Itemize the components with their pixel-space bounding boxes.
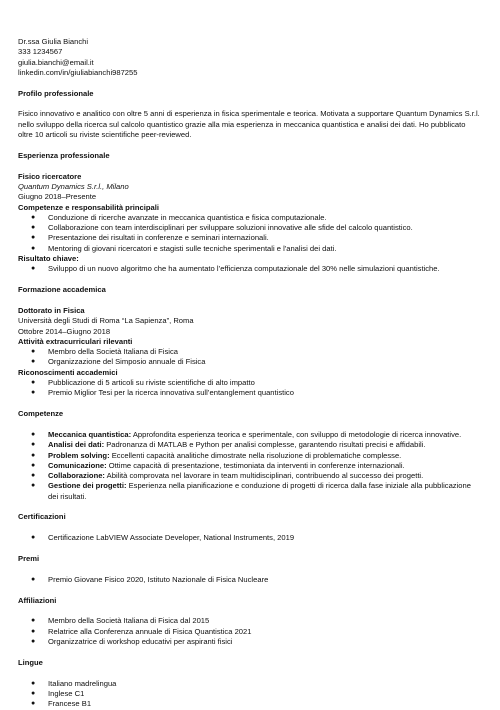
activities-heading: Attività extracurriculari rilevanti bbox=[18, 336, 133, 346]
list-item-text: Organizzatrice di workshop educativi per aspiranti fisici bbox=[48, 637, 233, 647]
list-item bbox=[18, 616, 482, 626]
list-item bbox=[18, 264, 482, 274]
list-item bbox=[18, 627, 482, 637]
bullet-icon: ● bbox=[31, 472, 36, 480]
skill-item bbox=[18, 481, 482, 502]
prizes-heading: Premi bbox=[18, 554, 40, 564]
skill-item bbox=[18, 430, 482, 440]
list-item bbox=[18, 347, 482, 357]
list-item bbox=[18, 223, 482, 233]
skill-label: Meccanica quantistica: bbox=[48, 429, 132, 439]
affiliations-heading: Affiliazioni bbox=[18, 595, 57, 605]
list-item bbox=[18, 233, 482, 243]
bullet-icon: ● bbox=[31, 430, 36, 438]
school-name: Università degli Studi di Roma “La Sapienza”, Roma bbox=[18, 316, 194, 326]
job-company: Quantum Dynamics S.r.l., Milano bbox=[18, 181, 129, 191]
bullet-icon: ● bbox=[31, 482, 36, 490]
bullet-icon: ● bbox=[31, 627, 36, 635]
skill-item bbox=[18, 451, 482, 461]
bullet-icon: ● bbox=[31, 224, 36, 232]
certifications-heading: Certificazioni bbox=[18, 512, 66, 522]
list-item-text: Sviluppo di un nuovo algoritmo che ha aumentato l’efficienza computazionale del 30% nelle simulazioni quantistiche. bbox=[48, 264, 440, 274]
bullet-icon: ● bbox=[31, 617, 36, 625]
skills-list bbox=[18, 430, 482, 502]
list-item-text: Mentoring di giovani ricercatori e stagisti sulle tecniche sperimentali e l'analisi dei dati. bbox=[48, 243, 337, 253]
languages-heading: Lingue bbox=[18, 657, 43, 667]
skill-text bbox=[48, 471, 482, 481]
profile-heading: Profilo professionale bbox=[18, 88, 94, 98]
skill-item bbox=[18, 471, 482, 481]
list-item-text: Organizzazione del Simposio annuale di Fisica bbox=[48, 357, 206, 367]
list-item-text: Membro della Società Italiana di Fisica dal 2015 bbox=[48, 616, 210, 626]
list-item bbox=[18, 699, 482, 709]
list-item bbox=[18, 637, 482, 647]
bullet-icon: ● bbox=[31, 213, 36, 221]
list-item bbox=[18, 689, 482, 699]
education-heading: Formazione accademica bbox=[18, 285, 106, 295]
skill-label: Gestione dei progetti: bbox=[48, 481, 127, 491]
list-item-text: Certificazione LabVIEW Associate Developer, National Instruments, 2019 bbox=[48, 533, 295, 543]
bullet-icon: ● bbox=[31, 679, 36, 687]
list-item bbox=[18, 244, 482, 254]
prizes-list bbox=[18, 575, 482, 585]
skill-description: Esperienza nella pianificazione e conduzione di progetti di ricerca dalla fase iniziale alla pubblicazione dei risultati. bbox=[48, 481, 471, 501]
skill-description: Abilità comprovata nel lavorare in team multidisciplinari, contribuendo al successo dei progetti. bbox=[104, 471, 424, 481]
affiliations-list bbox=[18, 616, 482, 647]
bullet-icon: ● bbox=[31, 358, 36, 366]
job-dates: Giugno 2018–Presente bbox=[18, 192, 97, 202]
list-item bbox=[18, 575, 482, 585]
bullet-icon: ● bbox=[31, 348, 36, 356]
list-item-text: Italiano madrelingua bbox=[48, 678, 117, 688]
responsibilities-heading: Competenze e responsabilità principali bbox=[18, 202, 159, 212]
skill-description: Approfondita esperienza teorica e sperimentale, con sviluppo di metodologie di ricerca innovative. bbox=[131, 429, 462, 439]
skill-text bbox=[48, 451, 482, 461]
skills-heading: Competenze bbox=[18, 409, 64, 419]
skill-label: Collaborazione: bbox=[48, 471, 105, 481]
awards-heading: Riconoscimenti accademici bbox=[18, 367, 118, 377]
list-item-text: Collaborazione con team interdisciplinari per sviluppare soluzioni innovative alle sfide del calcolo quantistico. bbox=[48, 223, 413, 233]
skill-label: Comunicazione: bbox=[48, 460, 107, 470]
list-item-text: Premio Giovane Fisico 2020, Istituto Nazionale di Fisica Nucleare bbox=[48, 574, 269, 584]
activities-list bbox=[18, 347, 482, 368]
bullet-icon: ● bbox=[31, 451, 36, 459]
skill-text bbox=[48, 461, 482, 471]
job-title: Fisico ricercatore bbox=[18, 171, 82, 181]
responsibilities-list bbox=[18, 213, 482, 254]
bullet-icon: ● bbox=[31, 234, 36, 242]
list-item bbox=[18, 213, 482, 223]
skill-text bbox=[48, 481, 482, 502]
list-item-text: Premio Miglior Tesi per la ricerca innovativa sull’entanglement quantistico bbox=[48, 388, 294, 398]
bullet-icon: ● bbox=[31, 441, 36, 449]
skill-description: Ottime capacità di presentazione, testimoniata da interventi in conferenze internazionali. bbox=[106, 460, 405, 470]
list-item bbox=[18, 357, 482, 367]
bullet-icon: ● bbox=[31, 265, 36, 273]
list-item bbox=[18, 388, 482, 398]
skill-text bbox=[48, 430, 482, 440]
skill-label: Analisi dei dati: bbox=[48, 440, 105, 450]
list-item bbox=[18, 533, 482, 543]
languages-list bbox=[18, 679, 482, 710]
contact-phone: 333 1234567 bbox=[18, 47, 63, 57]
profile-text: Fisico innovativo e analitico con oltre 5 anni di esperienza in fisica sperimentale e teorica. Motivata a supportare Quantum Dynamics S.r.l. nello sviluppo della ricerca sul calcolo quantistico grazie alla mia esperienza in meccanica quantistica e analisi dei dati. Ho pubblicato oltre 10 articoli su riviste scientifiche peer-reviewed. bbox=[18, 109, 480, 140]
contact-name: Dr.ssa Giulia Bianchi bbox=[18, 37, 89, 46]
skill-label: Problem solving: bbox=[48, 450, 110, 460]
skill-description: Padronanza di MATLAB e Python per analisi complesse, garantendo risultati precisi e affidabili. bbox=[104, 440, 426, 450]
certifications-list bbox=[18, 533, 482, 543]
bullet-icon: ● bbox=[31, 461, 36, 469]
education-dates: Ottobre 2014–Giugno 2018 bbox=[18, 326, 111, 336]
skill-text bbox=[48, 440, 482, 450]
bullet-icon: ● bbox=[31, 389, 36, 397]
list-item-text: Conduzione di ricerche avanzate in meccanica quantistica e fisica computazionale. bbox=[48, 212, 327, 222]
awards-list bbox=[18, 378, 482, 399]
bullet-icon: ● bbox=[31, 689, 36, 697]
bullet-icon: ● bbox=[31, 379, 36, 387]
contact-block bbox=[18, 37, 482, 78]
bullet-icon: ● bbox=[31, 244, 36, 252]
list-item bbox=[18, 378, 482, 388]
list-item-text: Pubblicazione di 5 articoli su riviste scientifiche di alto impatto bbox=[48, 378, 255, 388]
list-item-text: Membro della Società Italiana di Fisica bbox=[48, 347, 178, 357]
results-list bbox=[18, 264, 482, 274]
list-item-text: Inglese C1 bbox=[48, 688, 85, 698]
bullet-icon: ● bbox=[31, 534, 36, 542]
result-heading: Risultato chiave: bbox=[18, 254, 79, 264]
skill-item bbox=[18, 440, 482, 450]
experience-heading: Esperienza professionale bbox=[18, 150, 110, 160]
degree-title: Dottorato in Fisica bbox=[18, 305, 85, 315]
contact-linkedin[interactable]: linkedin.com/in/giuliabianchi987255 bbox=[18, 67, 138, 77]
bullet-icon: ● bbox=[31, 575, 36, 583]
skill-description: Eccellenti capacità analitiche dimostrate nella risoluzione di problematiche complesse. bbox=[109, 450, 402, 460]
list-item-text: Relatrice alla Conferenza annuale di Fisica Quantistica 2021 bbox=[48, 626, 252, 636]
bullet-icon: ● bbox=[31, 700, 36, 708]
contact-email[interactable]: giulia.bianchi@email.it bbox=[18, 57, 94, 67]
list-item-text: Presentazione dei risultati in conferenze e seminari internazionali. bbox=[48, 233, 269, 243]
skill-item bbox=[18, 461, 482, 471]
list-item bbox=[18, 679, 482, 689]
list-item-text: Francese B1 bbox=[48, 699, 92, 709]
bullet-icon: ● bbox=[31, 638, 36, 646]
